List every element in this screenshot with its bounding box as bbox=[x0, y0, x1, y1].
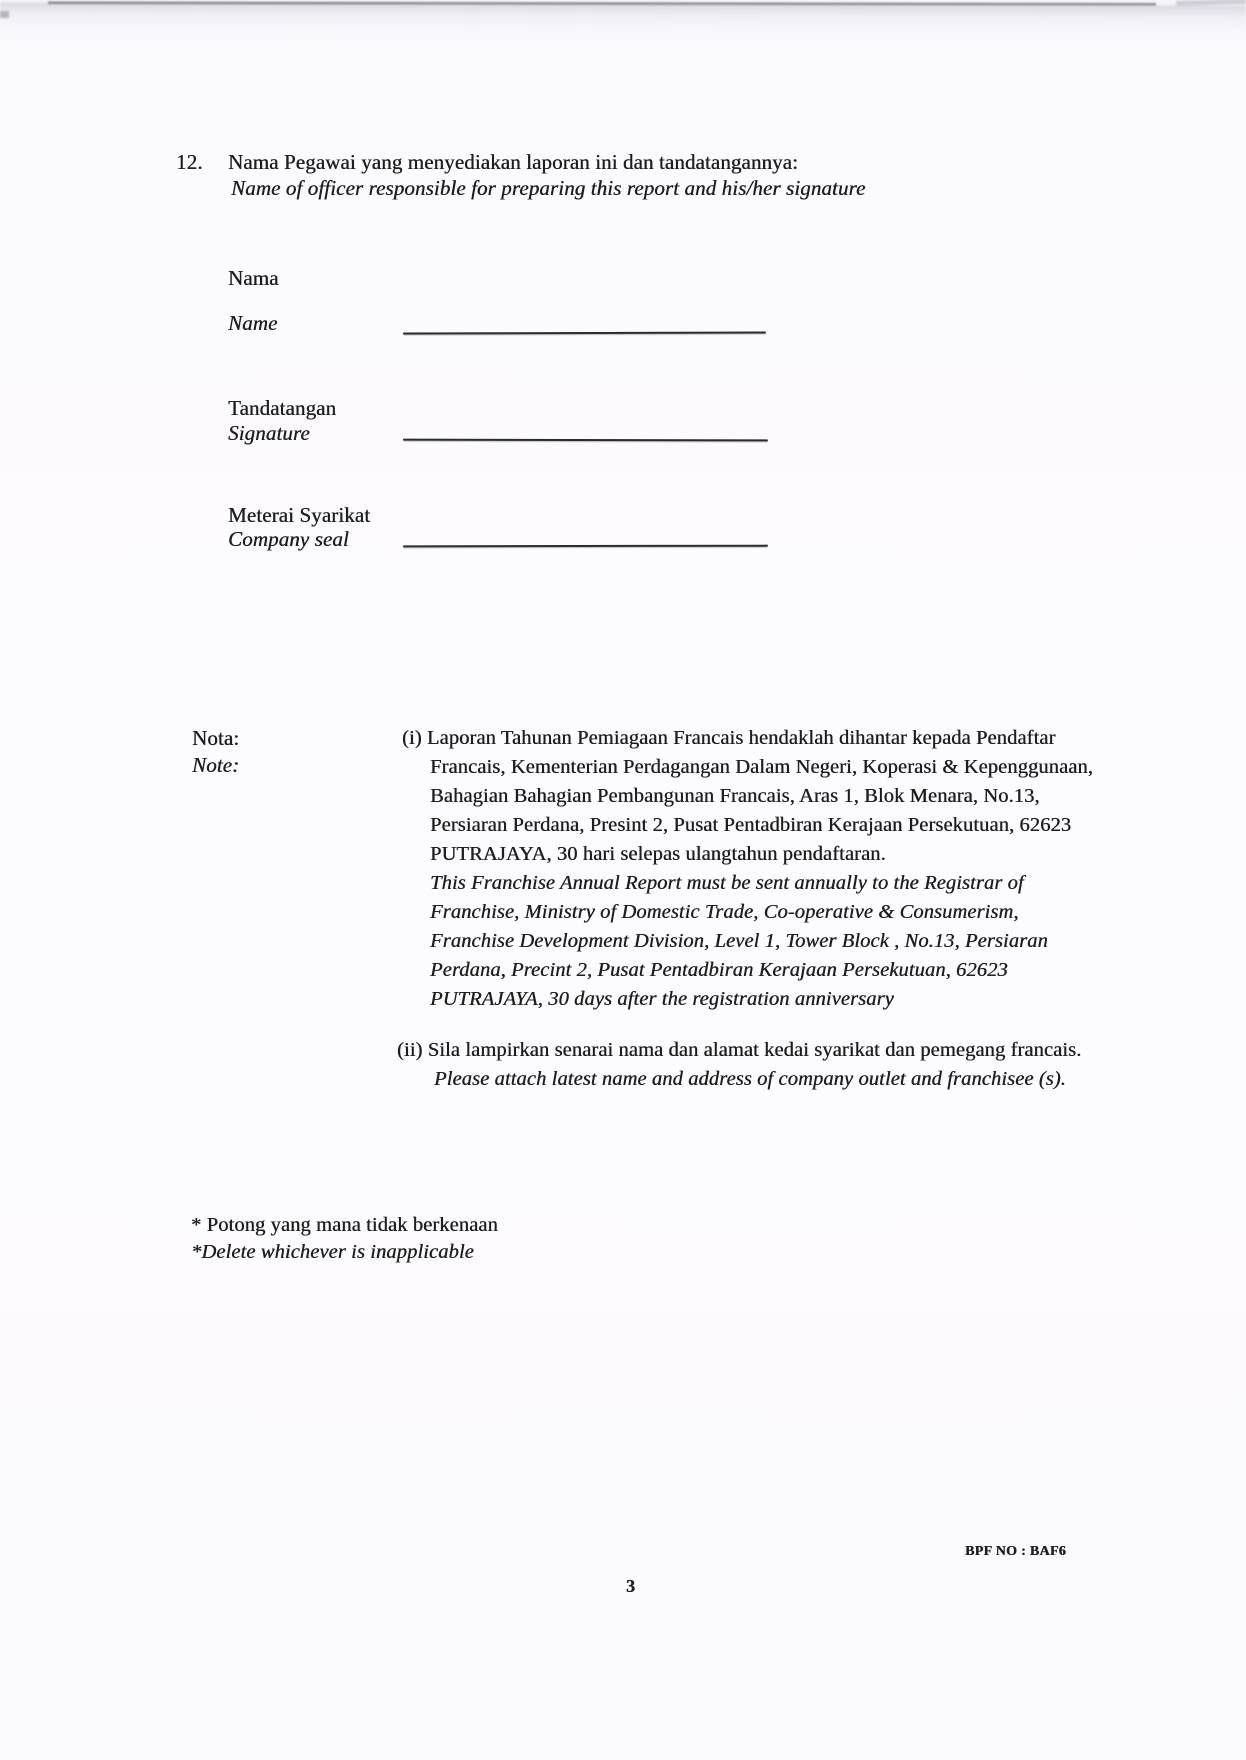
scan-artifact-left-tick bbox=[0, 11, 9, 18]
note-i-marker: (i) bbox=[402, 727, 422, 749]
note-label-malay: Nota: bbox=[192, 726, 240, 750]
note-ii-text-english: Please attach latest name and address of company outlet and franchisee (s). bbox=[434, 1068, 1066, 1090]
signature-field-label-english: Signature bbox=[228, 421, 310, 445]
item-12-title-malay: Nama Pegawai yang menyediakan laporan ini dan tandatangannya: bbox=[228, 150, 798, 174]
company-seal-field-label-malay: Meterai Syarikat bbox=[228, 503, 371, 527]
note-item-ii bbox=[397, 1036, 1177, 1094]
page-number: 3 bbox=[626, 1576, 636, 1596]
footnote-english: *Delete whichever is inapplicable bbox=[191, 1241, 474, 1263]
note-label-english: Note: bbox=[192, 753, 240, 777]
name-field-label-english: Name bbox=[228, 311, 278, 335]
note-item-i bbox=[402, 724, 1094, 1014]
note-i-text-english: This Franchise Annual Report must be sent annually to the Registrar of Franchise, Ministry of Domestic Trade, Co-operative & Consumerism, Franchise Development Division, Level 1, Tower Block , No.13, Persiaran Perdana, Precint 2, Pusat Pentadbiran Kerajaan Persekutuan, 62623 PUTRAJAYA, 30 days after the registration anniversary bbox=[430, 872, 1048, 1010]
name-field-line bbox=[403, 332, 766, 335]
signature-field-label-malay: Tandatangan bbox=[228, 396, 337, 420]
note-ii-marker: (ii) bbox=[397, 1039, 423, 1061]
note-i-paragraph-malay bbox=[402, 724, 1094, 869]
note-ii-paragraph-malay bbox=[397, 1036, 1177, 1065]
company-seal-field-label-english: Company seal bbox=[228, 527, 349, 551]
item-12-number: 12. bbox=[176, 150, 203, 174]
signature-field-line bbox=[403, 439, 768, 442]
name-field-label-malay: Nama bbox=[228, 266, 279, 290]
note-ii-text-malay: Sila lampirkan senarai nama dan alamat kedai syarikat dan pemegang francais. bbox=[427, 1039, 1082, 1061]
footnote-malay: * Potong yang mana tidak berkenaan bbox=[191, 1214, 498, 1236]
note-i-text-malay: Laporan Tahunan Pemiagaan Francais hendaklah dihantar kepada Pendaftar Francais, Kementerian Perdagangan Dalam Negeri, Koperasi & Kepenggunaan, Bahagian Bahagian Pembangunan Francais, Aras 1, Blok Menara, No.13, Persiaran Perdana, Presint 2, Pusat Pentadbiran Kerajaan Persekutuan, 62623 PUTRAJAYA, 30 hari selepas ulangtahun pendaftaran. bbox=[426, 727, 1093, 865]
company-seal-field-line bbox=[403, 545, 768, 548]
scan-artifact-band bbox=[0, 2, 1246, 31]
form-code: BPF NO : BAF6 bbox=[965, 1544, 1066, 1559]
item-12-title-english: Name of officer responsible for preparing this report and his/her signature bbox=[231, 176, 866, 200]
